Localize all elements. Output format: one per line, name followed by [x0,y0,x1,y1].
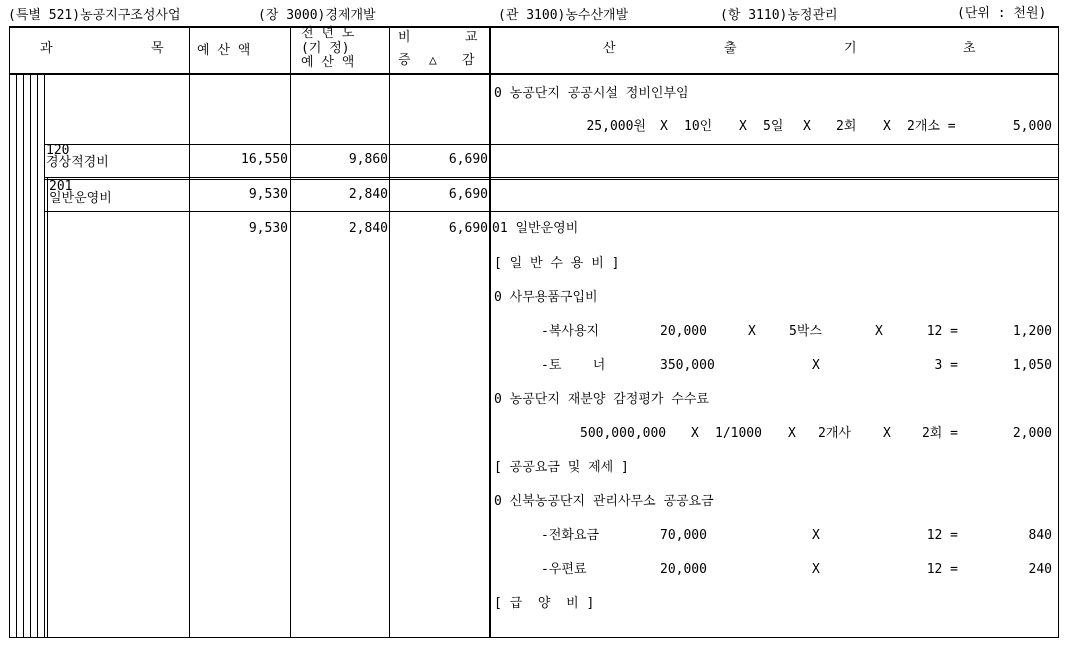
header-compare-top-left: 비 [398,30,411,45]
calc0-a: 25,000원 [586,119,646,134]
header-compare-bottom-right: 감 [462,53,475,68]
header-compare-top-right: 교 [465,30,478,45]
table-left-border [9,26,10,638]
basis-l4-price: 350,000 [660,358,715,373]
basis-l3-x1: X [748,324,756,339]
hierarchy-line-2 [23,74,24,638]
row-divider-201-top-2 [44,179,1059,180]
header-prev-line1: 전 년 도 [301,26,355,41]
basis-l6-x1: X [691,426,699,441]
basis-line-8: 0 신북농공단지 관리사무소 공공요금 [494,494,714,509]
calc0-x3: X [803,119,811,134]
basis-line-title-0: 0 농공단지 공공시설 정비인부임 [494,86,689,101]
table-right-border [1058,26,1059,638]
basis-line-11: [ 급 양 비 ] [494,596,595,611]
row-divider-120-top [44,144,1059,145]
row201-diff: 6,690 [448,187,488,202]
basis-l9-x: X [812,528,820,543]
calc0-e: 2개소 = [907,119,956,134]
basis-l10-total: 240 [1028,562,1052,577]
row-divider-01-top [44,211,1059,212]
header-prev-line2: (기 정) [301,41,350,56]
row120-budget: 16,550 [241,152,288,167]
calc0-x4: X [883,119,891,134]
header-budget: 예 산 액 [197,43,251,58]
row120-diff: 6,690 [448,152,488,167]
basis-l10-mult: 12 = [926,562,958,577]
row01-prev: 2,840 [348,221,388,236]
table-bottom-border [9,637,1059,638]
basis-l6-x2: X [788,426,796,441]
calc0-x1: X [660,119,668,134]
unit-label: (단위 : 천원) [957,6,1047,21]
hierarchy-line-1 [16,74,17,638]
col-divider-compare [489,26,491,638]
header-subject-left: 과 [40,41,53,56]
calc0-total: 5,000 [1012,119,1052,134]
basis-l10-price: 20,000 [660,562,707,577]
basis-line-7: [ 공공요금 및 제세 ] [494,460,629,475]
basis-l10-x: X [812,562,820,577]
calc0-b: 10인 [684,119,713,134]
row120-prev: 9,860 [348,152,388,167]
hierarchy-line-6 [47,178,48,638]
row201-budget: 9,530 [248,187,288,202]
row201-code: 201 [49,179,73,194]
basis-l3-mult: 12 = [926,324,958,339]
basis-l9-item: -전화요금 [541,528,600,543]
col-divider-budget [290,26,291,638]
row120-name: 경상적경비 [46,155,109,170]
col-divider-subject [189,26,190,638]
header-subject-right: 목 [151,41,164,56]
calc0-d: 2회 [836,119,857,134]
hierarchy-line-4 [37,74,38,638]
basis-l10-item: -우편료 [541,562,587,577]
hierarchy-line-3 [30,74,31,638]
row01-title: 01 일반운영비 [492,221,579,236]
header-bottom-border [9,73,1059,75]
basis-line-2: 0 사무용품구입비 [494,290,598,305]
header-basis-2: 출 [724,41,737,56]
basis-l3-x2: X [875,324,883,339]
basis-l6-times: 2회 = [921,426,958,441]
header-prev-line3: 예 산 액 [301,55,355,70]
basis-l3-price: 20,000 [660,324,707,339]
row01-diff: 6,690 [448,221,488,236]
basis-l9-total: 840 [1028,528,1052,543]
basis-l6-total: 2,000 [1012,426,1052,441]
basis-l4-item: -토 너 [541,358,606,373]
col-divider-prev [389,26,390,638]
basis-l4-total: 1,050 [1012,358,1052,373]
header-basis-3: 기 [844,41,857,56]
basis-l6-x3: X [883,426,891,441]
basis-l9-price: 70,000 [660,528,707,543]
basis-line-5: 0 농공단지 재분양 감정평가 수수료 [494,392,709,407]
row-divider-201-top [44,177,1059,178]
row201-name: 일반운영비 [49,191,112,206]
basis-l6-cnt: 2개사 [818,426,851,441]
row201-prev: 2,840 [348,187,388,202]
hang-label: (항 3110)농정관리 [720,8,838,23]
basis-l9-mult: 12 = [926,528,958,543]
header-compare-bottom-left: 증 [398,53,411,68]
basis-l3-total: 1,200 [1012,324,1052,339]
special-account-label: (특별 521)농공지구조성사업 [8,8,181,23]
basis-l4-x: X [812,358,820,373]
hierarchy-line-5 [44,74,45,638]
header-basis-1: 산 [603,41,616,56]
gwan-label: (관 3100)농수산개발 [498,8,629,23]
basis-l3-qty: 5박스 [789,324,822,339]
calc0-x2: X [739,119,747,134]
jang-label: (장 3000)경제개발 [258,8,376,23]
row01-budget: 9,530 [248,221,288,236]
basis-l6-price: 500,000,000 [580,426,667,441]
table-top-border [9,26,1059,28]
calc0-c: 5일 [763,119,784,134]
header-compare-bottom-mid: △ [429,53,437,68]
row120-code: 120 [46,143,70,158]
header-basis-4: 초 [963,41,976,56]
basis-l3-item: -복사용지 [541,324,600,339]
basis-l6-rate: 1/1000 [715,426,762,441]
basis-l4-mult: 3 = [934,358,958,373]
basis-line-1: [ 일 반 수 용 비 ] [494,256,620,271]
